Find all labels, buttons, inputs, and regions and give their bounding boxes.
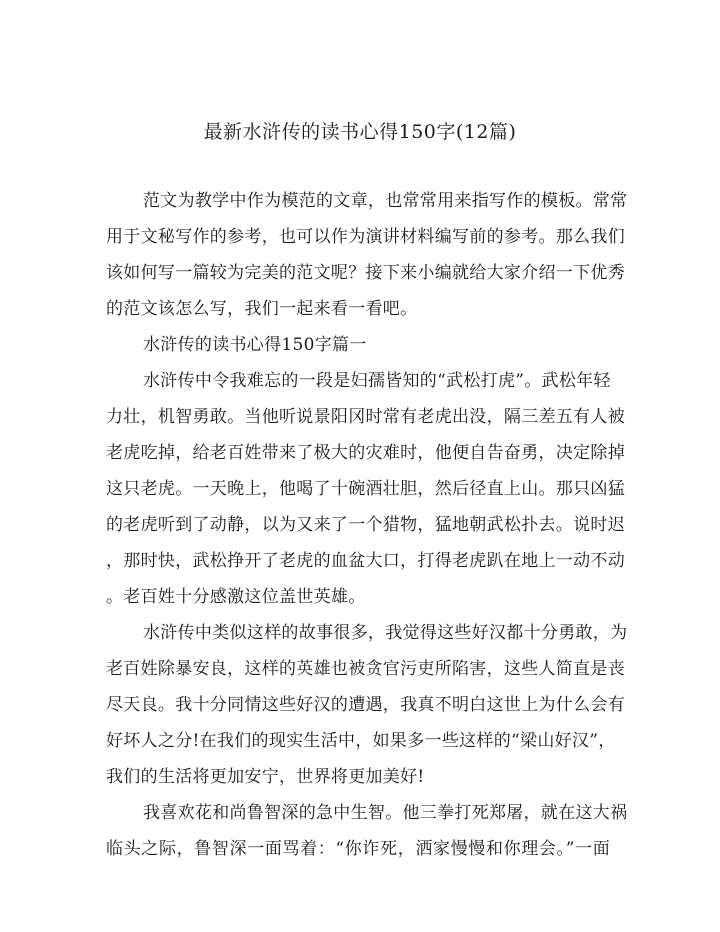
text-line: 我们的生活将更加安宁，世界将更加美好!: [106, 767, 425, 787]
text-line: 的老虎听到了动静，以为又来了一个猎物，猛地朝武松扑去。说时迟: [106, 515, 625, 535]
text-line: 临头之际，鲁智深一面骂着：“你诈死，洒家慢慢和你理会。”一面: [106, 839, 610, 859]
document-title: 最新水浒传的读书心得150字(12篇): [203, 121, 517, 143]
text-line: 用于文秘写作的参考，也可以作为演讲材料编写前的参考。那么我们: [106, 227, 625, 247]
text-line: 老百姓除暴安良，这样的英雄也被贪官污吏所陷害，这些人简直是丧: [106, 659, 625, 679]
text-line: 我喜欢花和尚鲁智深的急中生智。他三拳打死郑屠，就在这大祸: [143, 803, 628, 823]
text-line: 水浒传中类似这样的故事很多，我觉得这些好汉都十分勇敢，为: [143, 623, 628, 643]
text-line: 水浒传中令我难忘的一段是妇孺皆知的“武松打虎”。武松年轻: [143, 371, 611, 391]
text-line: 范文为教学中作为模范的文章，也常常用来指写作的模板。常常: [143, 191, 628, 211]
text-line: 老虎吃掉，给老百姓带来了极大的灾难时，他便自告奋勇，决定除掉: [106, 443, 625, 463]
text-line: ，那时快，武松挣开了老虎的血盆大口，打得老虎趴在地上一动不动: [106, 551, 625, 571]
text-line: 力壮，机智勇敢。当他听说景阳冈时常有老虎出没，隔三差五有人被: [106, 407, 625, 427]
text-line: 尽天良。我十分同情这些好汉的遭遇，我真不明白这世上为什么会有: [106, 695, 625, 715]
text-line: 的范文该怎么写，我们一起来看一看吧。: [106, 299, 418, 319]
text-line: 水浒传的读书心得150字篇一: [143, 335, 367, 355]
text-line: 这只老虎。一天晚上，他喝了十碗酒壮胆，然后径直上山。那只凶猛: [106, 479, 625, 499]
document-body: [106, 183, 628, 867]
text-line: 好坏人之分!在我们的现实生活中，如果多一些这样的“梁山好汉”，: [106, 731, 616, 751]
text-line: 。老百姓十分感激这位盖世英雄。: [106, 587, 366, 607]
text-line: 该如何写一篇较为完美的范文呢？接下来小编就给大家介绍一下优秀: [106, 263, 625, 283]
